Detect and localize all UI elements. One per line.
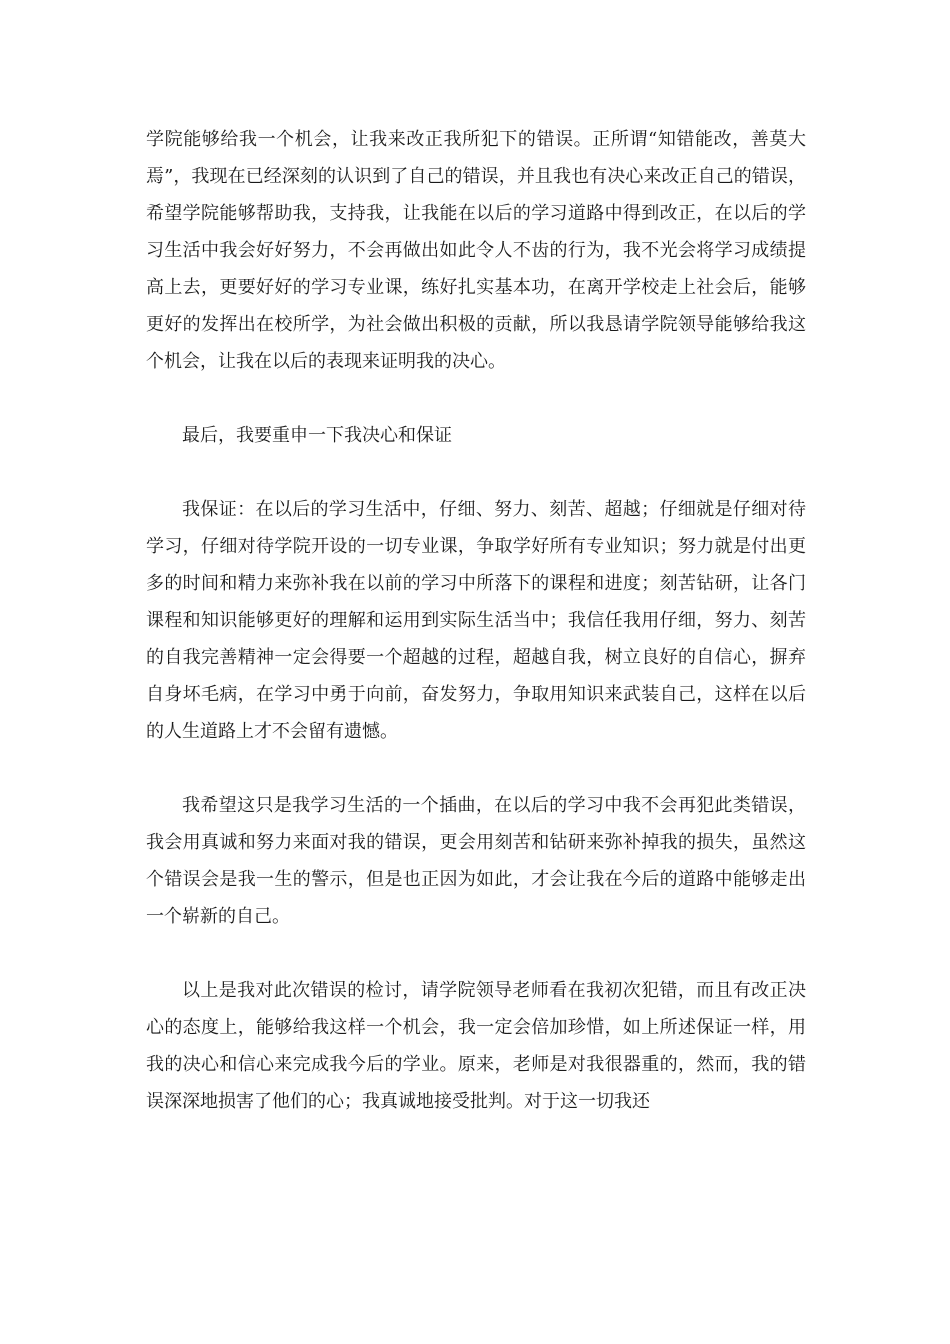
paragraph-resolution-heading: 最后，我要重申一下我决心和保证 — [182, 425, 452, 446]
paragraph-conclusion: 以上是我对此次错误的检讨，请学院领导老师看在我初次犯错，而且有改正决心的态度上，能够给我这样一个机会，我一定会倍加珍惜，如上所述保证一样，用我的决心和信心来完成我今后的学业。原来，老师是对我很器重的，然而，我的错误深深地损害了他们的心；我真诚地接受批判。对于这一切我还 — [146, 980, 806, 1112]
document-body — [146, 121, 806, 1157]
paragraph-guarantee: 我保证：在以后的学习生活中，仔细、努力、刻苦、超越；仔细就是仔细对待学习，仔细对待学院开设的一切专业课，争取学好所有专业知识；努力就是付出更多的时间和精力来弥补我在以前的学习中所落下的课程和进度；刻苦钻研，让各门课程和知识能够更好的理解和运用到实际生活当中；我信任我用仔细，努力、刻苦的自我完善精神一定会得要一个超越的过程，超越自我，树立良好的自信心，摒弃自身坏毛病，在学习中勇于向前，奋发努力，争取用知识来武装自己，这样在以后的人生道路上才不会留有遗憾。 — [146, 499, 806, 742]
paragraph-hope: 我希望这只是我学习生活的一个插曲，在以后的学习中我不会再犯此类错误，我会用真诚和努力来面对我的错误，更会用刻苦和钻研来弥补掉我的损失，虽然这个错误会是我一生的警示，但是也正因为如此，才会让我在今后的道路中能够走出一个崭新的自己。 — [146, 795, 806, 927]
paragraph-continuation: 学院能够给我一个机会，让我来改正我所犯下的错误。正所谓“知错能改，善莫大焉”，我现在已经深刻的认识到了自己的错误，并且我也有决心来改正自己的错误，希望学院能够帮助我，支持我，让我能在以后的学习道路中得到改正，在以后的学习生活中我会好好努力，不会再做出如此令人不齿的行为，我不光会将学习成绩提高上去，更要好好的学习专业课，练好扎实基本功，在离开学校走上社会后，能够更好的发挥出在校所学，为社会做出积极的贡献，所以我恳请学院领导能够给我这个机会，让我在以后的表现来证明我的决心。 — [146, 129, 806, 372]
